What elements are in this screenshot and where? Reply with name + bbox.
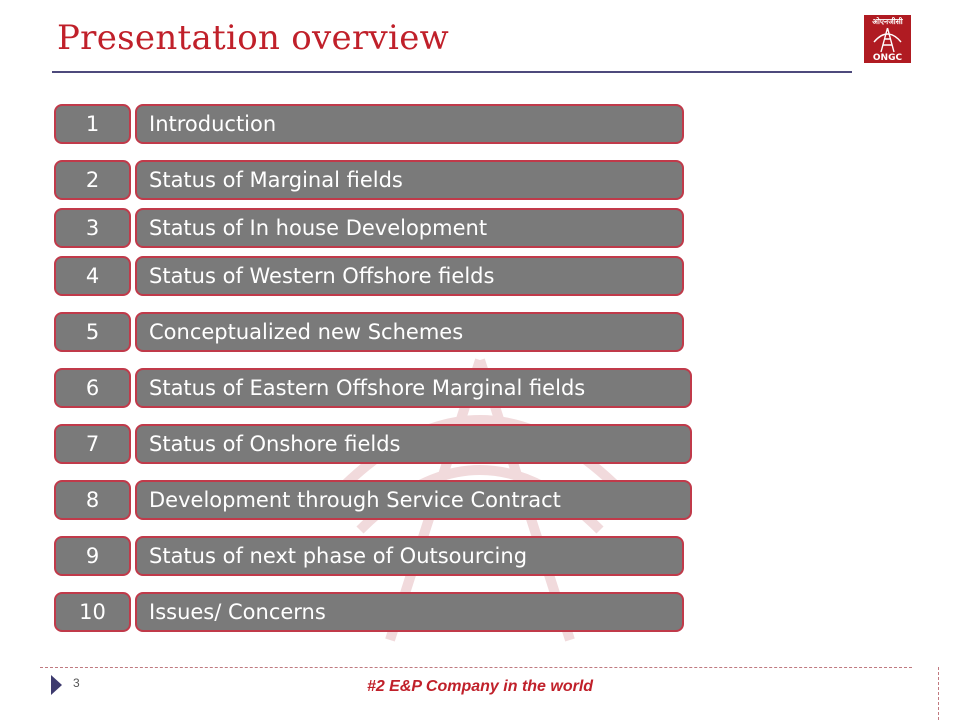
agenda-label: Development through Service Contract [135, 480, 692, 520]
footer-tagline: #2 E&P Company in the world [366, 678, 594, 695]
agenda-label: Issues/ Concerns [135, 592, 684, 632]
agenda-number: 1 [54, 104, 131, 144]
footer-divider [40, 667, 912, 668]
agenda-label: Status of next phase of Outsourcing [135, 536, 684, 576]
agenda-number: 9 [54, 536, 131, 576]
ongc-derrick-logo-icon [864, 15, 911, 63]
logo-hindi-text: ओएनजीसी [872, 17, 903, 26]
logo-name: ONGC [872, 53, 903, 63]
title-divider [52, 71, 852, 73]
agenda-number: 5 [54, 312, 131, 352]
agenda-label: Status of In house Development [135, 208, 684, 248]
page-number: 3 [73, 676, 80, 690]
agenda-number: 4 [54, 256, 131, 296]
agenda-label: Status of Marginal fields [135, 160, 684, 200]
agenda-number: 3 [54, 208, 131, 248]
ongc-logo [864, 15, 911, 63]
agenda-label: Status of Onshore fields [135, 424, 692, 464]
agenda-number: 7 [54, 424, 131, 464]
agenda-label: Introduction [135, 104, 684, 144]
agenda-number: 8 [54, 480, 131, 520]
agenda-number: 6 [54, 368, 131, 408]
agenda-number: 10 [54, 592, 131, 632]
agenda-label: Conceptualized new Schemes [135, 312, 684, 352]
agenda-label: Status of Eastern Offshore Marginal fields [135, 368, 692, 408]
agenda-label: Status of Western Offshore fields [135, 256, 684, 296]
page-title: Presentation overview [57, 18, 450, 58]
agenda-number: 2 [54, 160, 131, 200]
